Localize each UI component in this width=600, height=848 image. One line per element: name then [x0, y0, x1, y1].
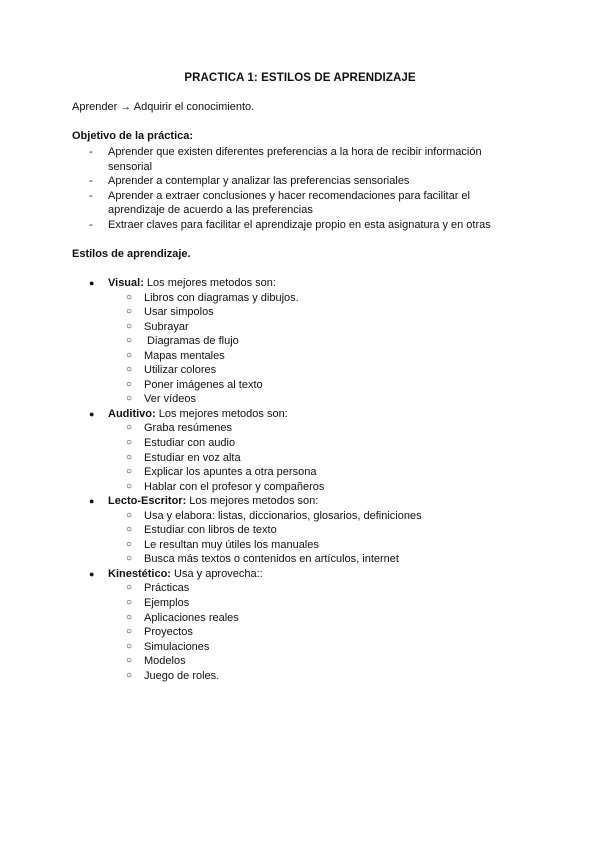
style-name: Auditivo: [108, 407, 156, 420]
circle-bullet-icon: ○ [126, 378, 133, 390]
style-visual [72, 276, 512, 407]
method-text: Libros con diagramas y dibujos. [144, 291, 299, 304]
circle-bullet-icon: ○ [126, 422, 133, 434]
list-item [108, 611, 512, 626]
list-item [108, 465, 512, 480]
objective-text: Aprender a contemplar y analizar las preferencias sensoriales [108, 175, 410, 188]
list-item [108, 363, 512, 378]
style-desc: Los mejores metodos son: [186, 495, 319, 508]
circle-bullet-icon: ○ [126, 524, 133, 536]
bullet-icon: ● [89, 568, 95, 579]
circle-bullet-icon: ○ [126, 466, 133, 478]
list-item [108, 581, 512, 596]
list-item [108, 451, 512, 466]
list-item [108, 552, 512, 567]
style-name: Kinestético: [108, 567, 171, 580]
method-text: Ejemplos [144, 597, 190, 610]
list-item [108, 640, 512, 655]
list-item [108, 436, 512, 451]
method-text: Aplicaciones reales [144, 611, 239, 624]
circle-bullet-icon: ○ [126, 451, 133, 463]
circle-bullet-icon: ○ [126, 611, 133, 623]
list-item [108, 654, 512, 669]
method-text: Le resultan muy útiles los manuales [144, 538, 319, 551]
objective-text: Aprender que existen diferentes preferencias a la hora de recibir información sensorial [108, 146, 482, 173]
method-text: Estudiar con audio [144, 437, 236, 450]
style-auditivo [72, 407, 512, 494]
circle-bullet-icon: ○ [126, 669, 133, 681]
list-item [108, 378, 512, 393]
list-item [108, 305, 512, 320]
method-text: Prácticas [144, 582, 190, 595]
style-name: Visual: [108, 277, 144, 289]
bullet-icon: ● [89, 278, 95, 288]
method-text: Diagramas de flujo [144, 335, 239, 348]
method-text: Hablar con el profesor y compañeros [144, 480, 325, 493]
method-text: Poner imágenes al texto [144, 378, 263, 391]
method-text: Explicar los apuntes a otra persona [144, 466, 317, 479]
list-item [108, 669, 512, 684]
dash-bullet: - [89, 175, 93, 188]
style-lecto-escritor [72, 494, 512, 567]
circle-bullet-icon: ○ [126, 306, 133, 318]
circle-bullet-icon: ○ [126, 320, 133, 332]
circle-bullet-icon: ○ [126, 582, 133, 594]
page-title: PRACTICA 1: ESTILOS DE APRENDIZAJE [184, 72, 416, 84]
style-desc: Los mejores metodos son: [155, 407, 288, 420]
circle-bullet-icon: ○ [126, 626, 133, 638]
circle-bullet-icon: ○ [126, 655, 133, 667]
list-item [108, 421, 512, 436]
list-item [108, 523, 512, 538]
method-text: Mapas mentales [144, 349, 225, 362]
method-text: Busca más textos o contenidos en artículos, internet [144, 553, 399, 566]
method-text: Estudiar en voz alta [144, 451, 241, 464]
bullet-icon: ● [89, 408, 95, 419]
circle-bullet-icon: ○ [126, 509, 133, 521]
circle-bullet-icon: ○ [126, 480, 133, 492]
objective-text: Aprender a extraer conclusiones y hacer recomendaciones para facilitar el aprendizaje de acuerdo a las preferencias [108, 189, 470, 217]
circle-bullet-icon: ○ [126, 640, 133, 652]
method-text: Usar simpolos [144, 306, 214, 319]
circle-bullet-icon: ○ [126, 335, 133, 347]
style-kinestetico [72, 567, 512, 683]
circle-bullet-icon: ○ [126, 364, 133, 376]
bullet-icon: ● [89, 496, 95, 507]
styles-list [72, 276, 512, 683]
objective-text: Extraer claves para facilitar el aprendizaje propio en esta asignatura y en otras [108, 218, 491, 231]
method-text: Juego de roles. [144, 669, 220, 682]
dash-bullet: - [89, 189, 93, 202]
style-desc: Usa y aprovecha:: [170, 567, 263, 580]
dash-bullet: - [89, 218, 93, 231]
circle-bullet-icon: ○ [126, 437, 133, 449]
list-item [108, 334, 512, 349]
circle-bullet-icon: ○ [126, 393, 133, 405]
method-text: Estudiar con libros de texto [144, 524, 277, 537]
objective-list [72, 145, 512, 233]
list-item [72, 189, 512, 218]
list-item [72, 145, 512, 174]
method-text: Subrayar [144, 320, 189, 333]
style-name: Lecto-Escritor: [108, 495, 187, 508]
list-item [108, 596, 512, 611]
intro-line: Aprender → Adquirir el conocimiento. [72, 101, 255, 113]
method-text: Ver vídeos [144, 393, 196, 406]
circle-bullet-icon: ○ [126, 553, 133, 565]
method-text: Proyectos [144, 626, 193, 639]
circle-bullet-icon: ○ [126, 597, 133, 609]
circle-bullet-icon: ○ [126, 349, 133, 361]
method-text: Modelos [144, 655, 186, 668]
list-item [108, 538, 512, 553]
method-list [108, 509, 512, 567]
method-text: Simulaciones [144, 640, 210, 653]
list-item [72, 218, 512, 233]
style-desc: Los mejores metodos son: [143, 277, 276, 289]
list-item [108, 392, 512, 407]
method-text: Utilizar colores [144, 364, 217, 377]
method-text: Graba resúmenes [144, 422, 233, 435]
objective-heading: Objetivo de la práctica: [72, 130, 194, 142]
styles-heading: Estilos de aprendizaje. [72, 248, 191, 260]
circle-bullet-icon: ○ [126, 538, 133, 550]
circle-bullet-icon: ○ [126, 291, 133, 303]
list-item [108, 480, 512, 495]
method-list [108, 291, 512, 407]
list-item [108, 349, 512, 364]
dash-bullet: - [89, 146, 93, 158]
list-item [108, 320, 512, 335]
list-item [72, 174, 512, 189]
list-item [108, 625, 512, 640]
list-item [108, 509, 512, 524]
list-item [108, 291, 512, 306]
method-list [108, 421, 512, 494]
method-list [108, 581, 512, 683]
method-text: Usa y elabora: listas, diccionarios, glosarios, definiciones [144, 509, 422, 522]
